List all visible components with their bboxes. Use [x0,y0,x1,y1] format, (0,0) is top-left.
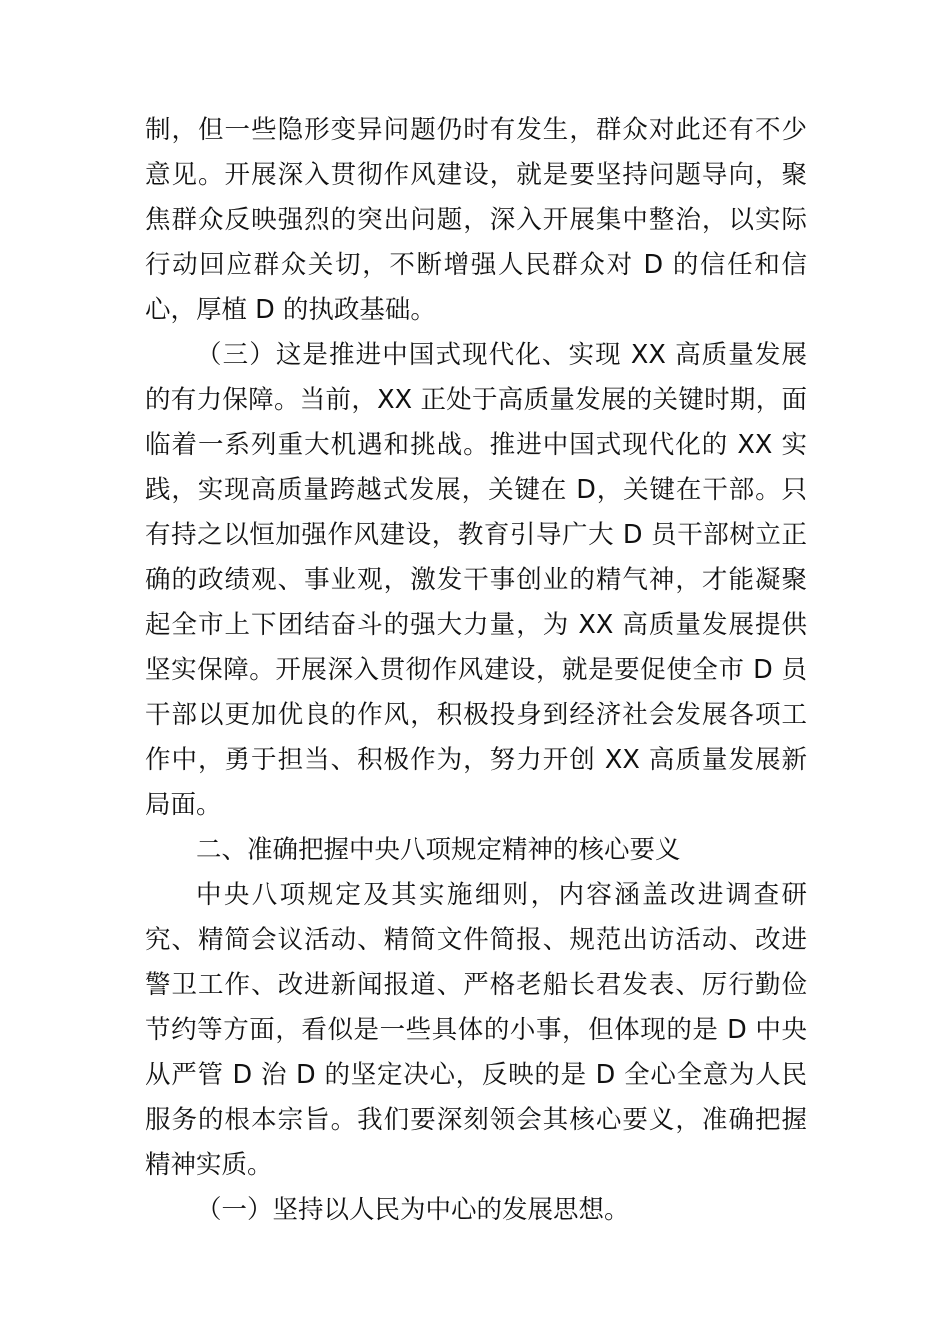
paragraph-section-three: （三）这是推进中国式现代化、实现 XX 高质量发展的有力保障。当前，XX 正处于高质量发展的关键时期，面临着一系列重大机遇和挑战。推进中国式现代化的 XX 实践，实现高质量跨越式发展，关键在 D，关键在干部。只有持之以恒加强作风建设，教育引导广大 D 员干部树立正确的政绩观、事业观，激发干事创业的精气神，才能凝聚起全市上下团结奋斗的强大力量，为 XX 高质量发展提供坚实保障。开展深入贯彻作风建设，就是要促使全市 D 员干部以更加优良的作风，积极投身到经济社会发展各项工作中，勇于担当、积极作为，努力开创 XX 高质量发展新局面。 [145,340,807,820]
subsection-heading-one: （一）坚持以人民为中心的发展思想。 [196,1195,630,1225]
document-page [145,108,807,1233]
paragraph-continuation: 制，但一些隐形变异问题仍时有发生，群众对此还有不少意见。开展深入贯彻作风建设，就是要坚持问题导向，聚焦群众反映强烈的突出问题，深入开展集中整治，以实际行动回应群众关切，不断增强人民群众对 D 的信任和信心，厚植 D 的执政基础。 [145,115,807,325]
paragraph-eight-rules: 中央八项规定及其实施细则，内容涵盖改进调查研究、精简会议活动、精简文件简报、规范出访活动、改进警卫工作、改进新闻报道、严格老船长君发表、厉行勤俭节约等方面，看似是一些具体的小事，但体现的是 D 中央从严管 D 治 D 的坚定决心，反映的是 D 全心全意为人民服务的根本宗旨。我们要深刻领会其核心要义，准确把握精神实质。 [145,880,807,1180]
section-heading-two: 二、准确把握中央八项规定精神的核心要义 [196,835,681,865]
